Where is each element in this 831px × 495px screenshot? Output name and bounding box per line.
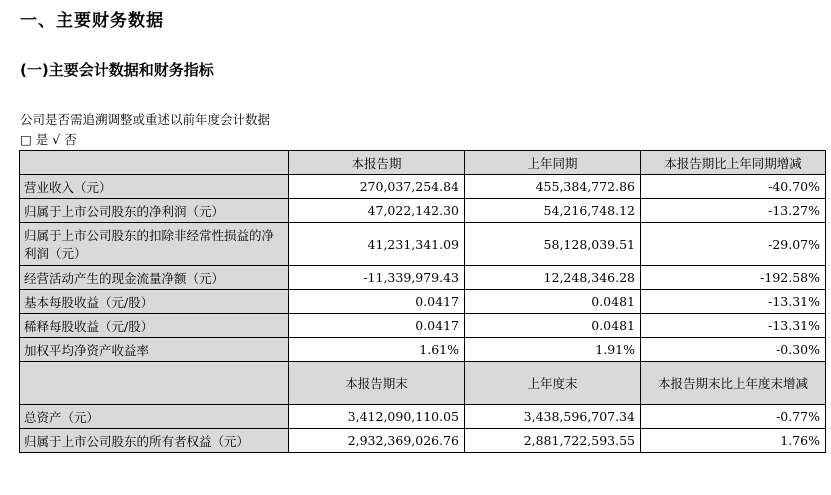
row-label: 归属于上市公司股东的所有者权益（元） xyxy=(20,429,289,453)
table2-header-row xyxy=(20,362,826,405)
header-period-end: 本报告期末 xyxy=(289,362,465,405)
change-value: -13.27% xyxy=(641,199,826,223)
header-change: 本报告期比上年同期增减 xyxy=(641,151,826,175)
row-label: 归属于上市公司股东的扣除非经常性损益的净利润（元） xyxy=(20,223,289,266)
header-change: 本报告期末比上年度末增减 xyxy=(641,362,826,405)
subsection-title: (一)主要会计数据和财务指标 xyxy=(20,61,214,79)
restatement-question: 公司是否需追溯调整或重述以前年度会计数据 xyxy=(20,112,271,127)
header-current-period: 本报告期 xyxy=(289,151,465,175)
table-row xyxy=(20,290,826,314)
row-label: 营业收入（元） xyxy=(20,175,289,199)
table-row xyxy=(20,405,826,429)
current-value: -11,339,979.43 xyxy=(289,266,465,290)
row-label: 经营活动产生的现金流量净额（元） xyxy=(20,266,289,290)
change-value: -0.77% xyxy=(641,405,826,429)
previous-value: 0.0481 xyxy=(465,290,641,314)
table-row xyxy=(20,223,826,266)
row-label: 归属于上市公司股东的净利润（元） xyxy=(20,199,289,223)
previous-value: 455,384,772.86 xyxy=(465,175,641,199)
table-row xyxy=(20,429,826,453)
previous-value: 0.0481 xyxy=(465,314,641,338)
previous-value: 54,216,748.12 xyxy=(465,199,641,223)
header-prior-year-end: 上年度末 xyxy=(465,362,641,405)
current-value: 0.0417 xyxy=(289,290,465,314)
section-title: 一、主要财务数据 xyxy=(20,11,164,31)
header-empty-cell xyxy=(20,362,289,405)
previous-value: 2,881,722,593.55 xyxy=(465,429,641,453)
change-value: -29.07% xyxy=(641,223,826,266)
table-row xyxy=(20,199,826,223)
previous-value: 12,248,346.28 xyxy=(465,266,641,290)
header-empty-cell xyxy=(20,151,289,175)
current-value: 47,022,142.30 xyxy=(289,199,465,223)
current-value: 1.61% xyxy=(289,338,465,362)
change-value: -13.31% xyxy=(641,314,826,338)
current-value: 2,932,369,026.76 xyxy=(289,429,465,453)
row-label: 基本每股收益（元/股） xyxy=(20,290,289,314)
previous-value: 3,438,596,707.34 xyxy=(465,405,641,429)
header-prior-period: 上年同期 xyxy=(465,151,641,175)
current-value: 270,037,254.84 xyxy=(289,175,465,199)
previous-value: 1.91% xyxy=(465,338,641,362)
previous-value: 58,128,039.51 xyxy=(465,223,641,266)
current-value: 3,412,090,110.05 xyxy=(289,405,465,429)
current-value: 0.0417 xyxy=(289,314,465,338)
change-value: -0.30% xyxy=(641,338,826,362)
current-value: 41,231,341.09 xyxy=(289,223,465,266)
change-value: -192.58% xyxy=(641,266,826,290)
row-label: 总资产（元） xyxy=(20,405,289,429)
restatement-options: □ 是 √ 否 xyxy=(20,132,77,147)
change-value: -40.70% xyxy=(641,175,826,199)
table-row xyxy=(20,338,826,362)
table-row xyxy=(20,314,826,338)
row-label: 稀释每股收益（元/股） xyxy=(20,314,289,338)
table1-header-row xyxy=(20,151,826,175)
table-row xyxy=(20,266,826,290)
table-row xyxy=(20,175,826,199)
financial-data-table xyxy=(19,150,826,453)
change-value: -13.31% xyxy=(641,290,826,314)
change-value: 1.76% xyxy=(641,429,826,453)
row-label: 加权平均净资产收益率 xyxy=(20,338,289,362)
